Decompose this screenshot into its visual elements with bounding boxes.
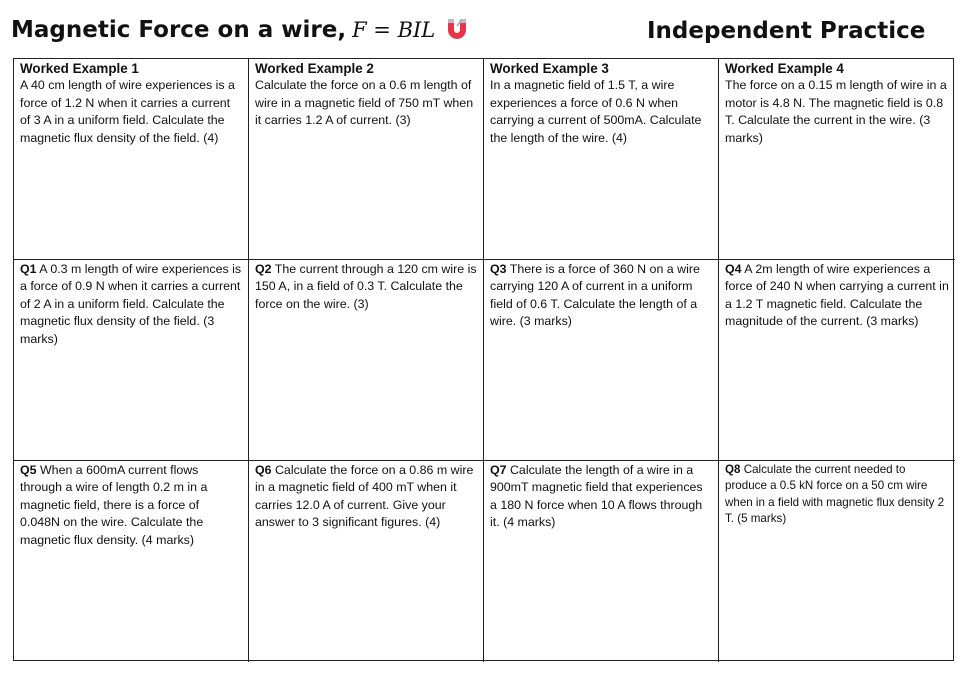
- question-8: [719, 461, 955, 662]
- question-4: [719, 260, 955, 461]
- cell-text: A 2m length of wire experiences a force of 240 N when carrying a current in a 1.2 T magnetic field. Calculate the magnitude of the current. (3 marks): [725, 262, 949, 329]
- cell-label: Q1: [20, 262, 37, 276]
- question-1: [14, 260, 249, 461]
- header: [0, 0, 968, 58]
- cell-text: The current through a 120 cm wire is 150 A, in a field of 0.3 T. Calculate the force on the wire. (3): [255, 262, 477, 311]
- worked-example-1: [14, 59, 249, 260]
- worked-example-2: [249, 59, 484, 260]
- cell-text: The force on a 0.15 m length of wire in a motor is 4.8 N. The magnetic field is 0.8 T. Calculate the current in the wire. (3 marks): [725, 78, 947, 145]
- cell-label: Worked Example 3: [490, 61, 609, 76]
- cell-text: Calculate the force on a 0.6 m length of wire in a magnetic field of 750 mT when it carries 1.2 A of current. (3): [255, 78, 474, 128]
- cell-text: In a magnetic field of 1.5 T, a wire experiences a force of 0.6 N when carrying a current of 500mA. Calculate the length of the wire. (4): [490, 78, 702, 145]
- question-5: [14, 461, 249, 662]
- page-title: [11, 17, 469, 43]
- magnet-icon: [445, 17, 469, 43]
- cell-text: Calculate the force on a 0.86 m wire in a magnetic field of 400 mT when it carries 12.0 A of current. Give your answer to 3 significant figures. (4): [255, 463, 474, 530]
- worked-example-3: [484, 59, 719, 260]
- cell-text: There is a force of 360 N on a wire carrying 120 A of current in a uniform field of 0.6 T. Calculate the length of a wire. (3 marks): [490, 262, 700, 329]
- cell-label: Worked Example 4: [725, 61, 844, 76]
- practice-title: Independent Practice: [647, 18, 926, 44]
- cell-label: Q7: [490, 463, 507, 477]
- title-text: Magnetic Force on a wire,: [11, 17, 347, 43]
- cell-label: Q3: [490, 262, 507, 276]
- question-3: [484, 260, 719, 461]
- question-7: [484, 461, 719, 662]
- cell-label: Q4: [725, 262, 742, 276]
- worked-example-4: [719, 59, 955, 260]
- cell-text: Calculate the current needed to produce a 0.5 kN force on a 50 cm wire when in a field with magnetic flux density 2 T. (5 marks): [725, 463, 945, 526]
- cell-label: Q2: [255, 262, 272, 276]
- cell-text: A 0.3 m length of wire experiences is a force of 0.9 N when it carries a current of 2 A in a uniform field. Calculate the magnetic flux density of the field. (3 marks): [20, 262, 242, 346]
- cell-label: Q5: [20, 463, 37, 477]
- formula: F = BIL: [352, 18, 436, 42]
- cell-label: Worked Example 1: [20, 61, 139, 76]
- cell-label: Q6: [255, 463, 272, 477]
- cell-text: Calculate the length of a wire in a 900mT magnetic field that experiences a 180 N force when 10 A flows through it. (4 marks): [490, 463, 703, 530]
- question-6: [249, 461, 484, 662]
- cell-text: A 40 cm length of wire experiences is a force of 1.2 N when it carries a current of 3 A in a uniform field. Calculate the magnetic flux density of the field. (4): [20, 78, 235, 145]
- question-grid: [13, 58, 954, 661]
- cell-label: Worked Example 2: [255, 61, 374, 76]
- question-2: [249, 260, 484, 461]
- cell-label: Q8: [725, 463, 741, 476]
- cell-text: When a 600mA current flows through a wire of length 0.2 m in a magnetic field, there is a force of 0.048N on the wire. Calculate the magnetic flux density. (4 marks): [20, 463, 208, 547]
